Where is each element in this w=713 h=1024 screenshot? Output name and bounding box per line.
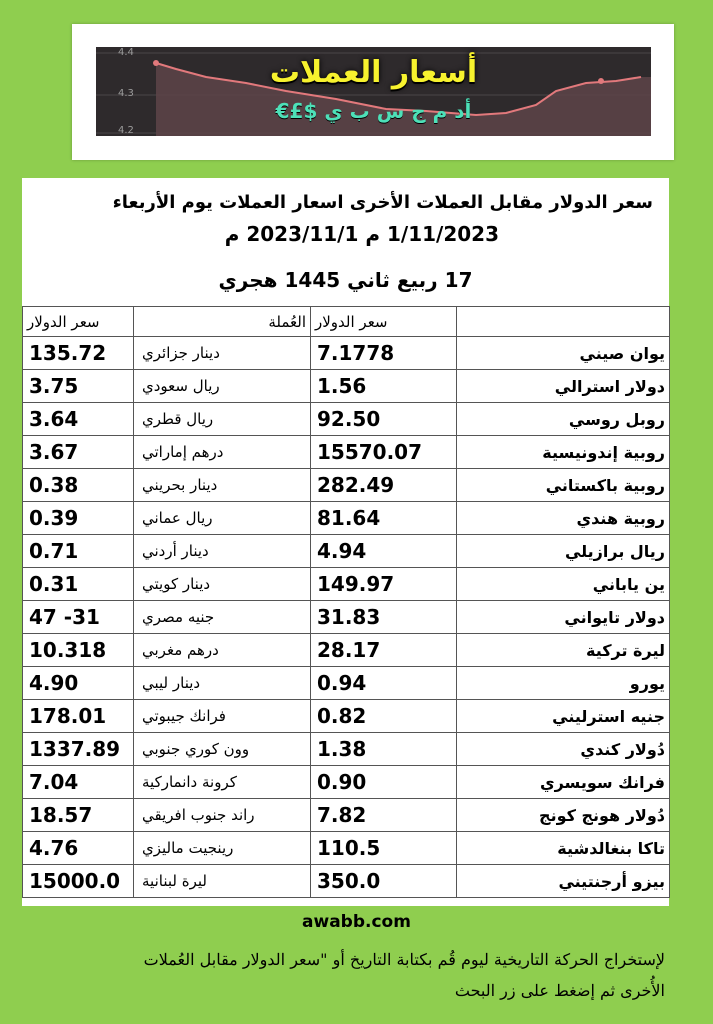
currency-name-2: ريال سعودي bbox=[134, 370, 311, 403]
banner-tick-1: 4.4 bbox=[118, 47, 134, 58]
currency-name: ريال برازيلي bbox=[457, 535, 670, 568]
currency-rate: 92.50 bbox=[311, 403, 457, 436]
currency-name: روبية باكستاني bbox=[457, 469, 670, 502]
currency-rate: 350.0 bbox=[311, 865, 457, 898]
currency-rate: 0.90 bbox=[311, 766, 457, 799]
table-row bbox=[23, 337, 670, 370]
currency-rate: 1.56 bbox=[311, 370, 457, 403]
currency-name-2: جنيه مصري bbox=[134, 601, 311, 634]
table-row bbox=[23, 502, 670, 535]
currency-name: دولار استرالي bbox=[457, 370, 670, 403]
currency-name-2: وون كوري جنوبي bbox=[134, 733, 311, 766]
table-row bbox=[23, 700, 670, 733]
rates-table-body bbox=[23, 337, 670, 898]
table-header-row bbox=[23, 307, 670, 337]
column-header-rate-2: سعر الدولار bbox=[23, 307, 134, 337]
currency-name: دُولار كندي bbox=[457, 733, 670, 766]
table-row bbox=[23, 799, 670, 832]
currency-name-2: دينار جزائري bbox=[134, 337, 311, 370]
rates-table bbox=[22, 306, 670, 898]
currency-name: يوان صيني bbox=[457, 337, 670, 370]
banner-subtitle: €£$ أد م ج س ب ي bbox=[275, 99, 472, 123]
currency-rate-2: 15000.0 bbox=[23, 865, 134, 898]
table-row bbox=[23, 403, 670, 436]
currency-name: بيزو أرجنتيني bbox=[457, 865, 670, 898]
table-row bbox=[23, 370, 670, 403]
table-row bbox=[23, 601, 670, 634]
currency-rate: 81.64 bbox=[311, 502, 457, 535]
currency-name: روبية هندي bbox=[457, 502, 670, 535]
currency-name: روبية إندونيسية bbox=[457, 436, 670, 469]
sheet-header bbox=[22, 178, 669, 306]
currency-rate: 28.17 bbox=[311, 634, 457, 667]
currency-rate-2: 3.75 bbox=[23, 370, 134, 403]
currency-name-2: درهم إماراتي bbox=[134, 436, 311, 469]
currency-rate: 7.82 bbox=[311, 799, 457, 832]
column-header-currency bbox=[457, 307, 670, 337]
currency-rate: 282.49 bbox=[311, 469, 457, 502]
footer-instructions: لإستخراج الحركة التاريخية ليوم قُم بكتابة التاريخ أو "سعر الدولار مقابل العُملات الأُخرى ثم إضغط على زر البحث bbox=[143, 950, 665, 1000]
currency-rate-2: 0.39 bbox=[23, 502, 134, 535]
currency-rate-2: 7.04 bbox=[23, 766, 134, 799]
currency-rate: 4.94 bbox=[311, 535, 457, 568]
table-row bbox=[23, 469, 670, 502]
table-row bbox=[23, 535, 670, 568]
currency-rate-2: 4.90 bbox=[23, 667, 134, 700]
currency-rate-2: 0.71 bbox=[23, 535, 134, 568]
currency-rate: 31.83 bbox=[311, 601, 457, 634]
table-row bbox=[23, 568, 670, 601]
currency-rate: 15570.07 bbox=[311, 436, 457, 469]
currency-rate-2: 31- 47 bbox=[23, 601, 134, 634]
currency-name-2: دينار كويتي bbox=[134, 568, 311, 601]
table-row bbox=[23, 667, 670, 700]
currency-name-2: راند جنوب افريقي bbox=[134, 799, 311, 832]
currency-rate-2: 3.67 bbox=[23, 436, 134, 469]
currency-name-2: درهم مغربي bbox=[134, 634, 311, 667]
banner-frame bbox=[72, 24, 674, 160]
table-row bbox=[23, 865, 670, 898]
currency-rate: 110.5 bbox=[311, 832, 457, 865]
currency-name-2: ليرة لبنانية bbox=[134, 865, 311, 898]
currency-name-2: فرانك جيبوتي bbox=[134, 700, 311, 733]
banner-title: أسعار العملات bbox=[269, 55, 478, 90]
currency-rate-2: 178.01 bbox=[23, 700, 134, 733]
currency-rate: 149.97 bbox=[311, 568, 457, 601]
currency-rate: 7.1778 bbox=[311, 337, 457, 370]
table-row bbox=[23, 733, 670, 766]
currency-rate-2: 3.64 bbox=[23, 403, 134, 436]
banner-image bbox=[96, 47, 651, 136]
currency-rate: 1.38 bbox=[311, 733, 457, 766]
currency-name: جنيه استرليني bbox=[457, 700, 670, 733]
banner-tick-2: 4.3 bbox=[118, 88, 134, 99]
rates-sheet bbox=[22, 178, 669, 906]
table-row bbox=[23, 436, 670, 469]
currency-rate-2: 0.38 bbox=[23, 469, 134, 502]
currency-rate-2: 4.76 bbox=[23, 832, 134, 865]
footer-site-link[interactable]: awabb.com bbox=[302, 912, 411, 932]
currency-name: تاكا بنغالدشية bbox=[457, 832, 670, 865]
currency-name-2: كرونة دانماركية bbox=[134, 766, 311, 799]
currency-name-2: رينجيت ماليزي bbox=[134, 832, 311, 865]
currency-name: روبل روسي bbox=[457, 403, 670, 436]
header-date: 1/11/2023 م 2023/11/1 م bbox=[224, 222, 499, 246]
table-row bbox=[23, 634, 670, 667]
currency-rate-2: 135.72 bbox=[23, 337, 134, 370]
currency-name-2: ريال قطري bbox=[134, 403, 311, 436]
currency-name: دُولار هونج كونج bbox=[457, 799, 670, 832]
currency-name: دولار تايواني bbox=[457, 601, 670, 634]
currency-name: يورو bbox=[457, 667, 670, 700]
table-row bbox=[23, 832, 670, 865]
banner-tick-3: 4.2 bbox=[118, 125, 134, 136]
currency-rate-2: 1337.89 bbox=[23, 733, 134, 766]
currency-rate: 0.94 bbox=[311, 667, 457, 700]
currency-name: ليرة تركية bbox=[457, 634, 670, 667]
table-row bbox=[23, 766, 670, 799]
currency-name: ين ياباني bbox=[457, 568, 670, 601]
currency-rate-2: 18.57 bbox=[23, 799, 134, 832]
currency-rate-2: 0.31 bbox=[23, 568, 134, 601]
currency-name: فرانك سويسري bbox=[457, 766, 670, 799]
currency-rate-2: 10.318 bbox=[23, 634, 134, 667]
currency-name-2: دينار أردني bbox=[134, 535, 311, 568]
currency-name-2: دينار بحريني bbox=[134, 469, 311, 502]
header-title: سعر الدولار مقابل العملات الأخرى اسعار العملات يوم الأربعاء bbox=[112, 192, 653, 213]
column-header-currency-2: العُملة bbox=[134, 307, 311, 337]
column-header-rate: سعر الدولار bbox=[311, 307, 457, 337]
currency-name-2: دينار ليبي bbox=[134, 667, 311, 700]
header-hijri-date: 17 ربيع ثاني 1445 هجري bbox=[218, 268, 473, 292]
currency-name-2: ريال عماني bbox=[134, 502, 311, 535]
currency-rate: 0.82 bbox=[311, 700, 457, 733]
